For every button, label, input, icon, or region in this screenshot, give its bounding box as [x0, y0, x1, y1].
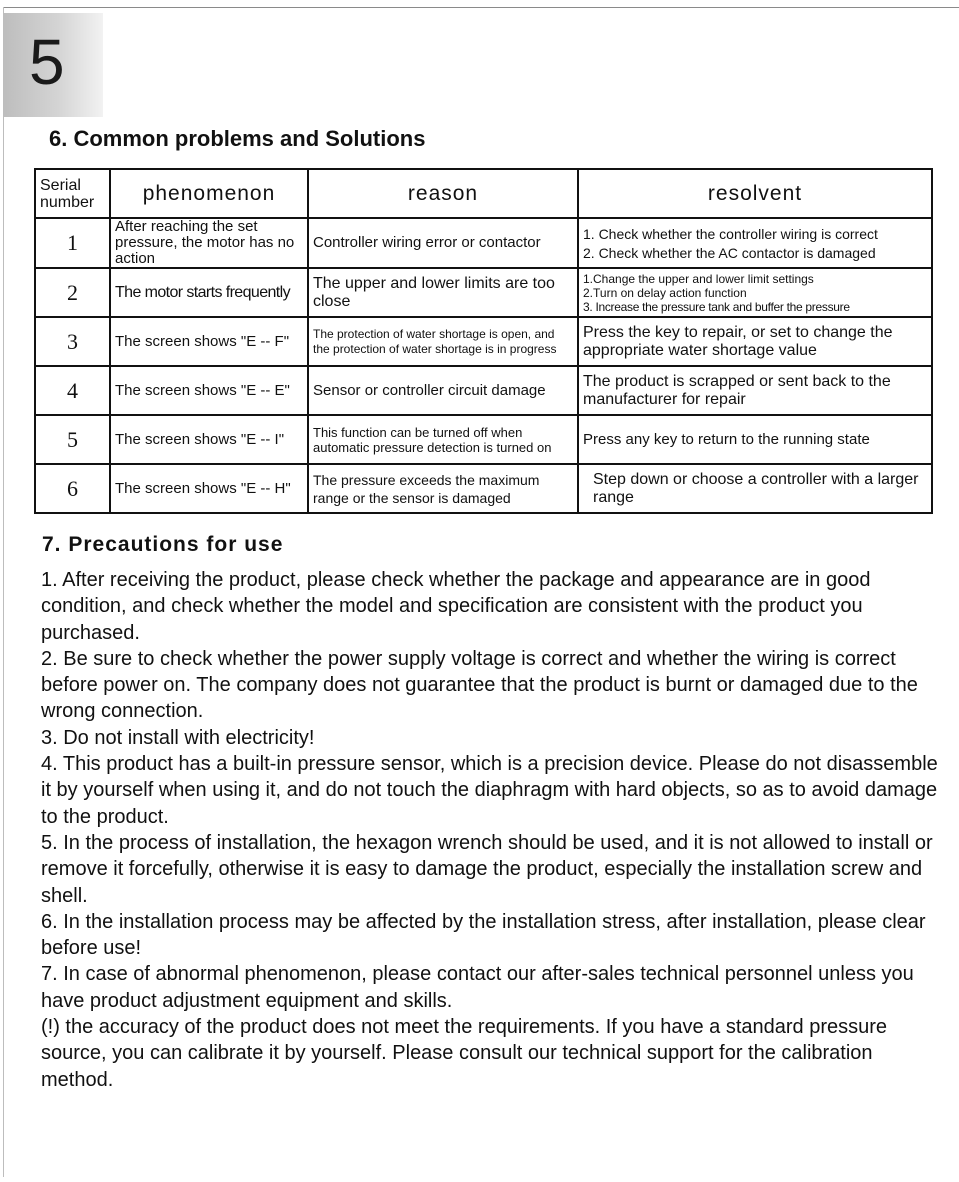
row-serial: 6 — [35, 464, 110, 513]
row-resolvent: Step down or choose a controller with a larger range — [578, 464, 932, 513]
resolvent-line: 1.Change the upper and lower limit settings — [583, 271, 814, 286]
precaution-item: 5. In the process of installation, the hexagon wrench should be used, and it is not allowed to install or remove it forcefully, otherwise it is easy to damage the product, especially the installation screw and shell. — [41, 831, 933, 907]
row-phenomenon: The screen shows "E -- H" — [110, 464, 308, 513]
precaution-item: 4. This product has a built-in pressure sensor, which is a precision device. Please do not disassemble it by yourself when using it, and do not touch the diaphragm with hard objects, so as to avoid damage to the product. — [41, 753, 938, 828]
row-serial: 1 — [35, 218, 110, 268]
resolvent-line: 2. Check whether the AC contactor is damaged — [583, 244, 876, 261]
precaution-item: 6. In the installation process may be affected by the installation stress, after installation, please clear before use! — [41, 910, 926, 960]
precaution-item: 3. Do not install with electricity! — [41, 726, 315, 749]
page-number: 5 — [29, 26, 65, 98]
row-reason: The protection of water shortage is open, and the protection of water shortage is in progress — [308, 317, 578, 366]
table-row — [35, 464, 932, 513]
resolvent-line: 1. Check whether the controller wiring is correct — [583, 225, 878, 242]
row-serial: 5 — [35, 415, 110, 464]
row-reason: This function can be turned off when automatic pressure detection is turned on — [308, 415, 578, 464]
top-rule — [3, 7, 959, 8]
table-row — [35, 268, 932, 317]
precaution-item: 7. In case of abnormal phenomenon, please contact our after-sales technical personnel unless you have product adjustment equipment and skills. — [41, 963, 914, 1012]
precaution-item: 1. After receiving the product, please check whether the package and appearance are in good condition, and check whether the model and specification are consistent with the product you purchased. — [41, 569, 871, 644]
row-resolvent — [578, 218, 932, 268]
row-serial: 3 — [35, 317, 110, 366]
row-phenomenon: The screen shows "E -- I" — [110, 415, 308, 464]
precaution-note: (!) the accuracy of the product does not meet the requirements. If you have a standard pressure source, you can calibrate it by yourself. Please consult our technical support for the calibration method. — [41, 1016, 888, 1091]
header-serial-number: Serial number — [35, 169, 110, 218]
header-phenomenon: phenomenon — [110, 169, 308, 218]
row-phenomenon: The screen shows "E -- F" — [110, 317, 308, 366]
precautions-list — [41, 567, 946, 1093]
table-row — [35, 317, 932, 366]
row-reason: The pressure exceeds the maximum range or the sensor is damaged — [308, 464, 578, 513]
resolvent-line: 2.Turn on delay action function — [583, 285, 747, 300]
row-reason: Controller wiring error or contactor — [308, 218, 578, 268]
precaution-item: 2. Be sure to check whether the power supply voltage is correct and whether the wiring is correct before power on. The company does not guarantee that the product is burnt or damaged due to the wrong connection. — [41, 647, 918, 723]
row-reason: Sensor or controller circuit damage — [308, 366, 578, 415]
row-phenomenon: After reaching the set pressure, the motor has no action — [110, 218, 308, 268]
table-header-row — [35, 169, 932, 218]
row-resolvent: The product is scrapped or sent back to the manufacturer for repair — [578, 366, 932, 415]
row-reason: The upper and lower limits are too close — [308, 268, 578, 317]
header-reason: reason — [308, 169, 578, 218]
section-title-common-problems: 6. Common problems and Solutions — [49, 126, 426, 151]
header-resolvent: resolvent — [578, 169, 932, 218]
table-row — [35, 218, 932, 268]
section-title-precautions: 7. Precautions for use — [42, 533, 284, 556]
row-phenomenon: The motor starts frequently — [110, 268, 308, 317]
table-row — [35, 415, 932, 464]
row-phenomenon: The screen shows "E -- E" — [110, 366, 308, 415]
problems-table — [34, 168, 933, 514]
row-resolvent: Press any key to return to the running state — [578, 415, 932, 464]
left-rule — [3, 7, 4, 1177]
table-row — [35, 366, 932, 415]
row-serial: 2 — [35, 268, 110, 317]
row-serial: 4 — [35, 366, 110, 415]
row-resolvent — [578, 268, 932, 317]
row-resolvent: Press the key to repair, or set to change the appropriate water shortage value — [578, 317, 932, 366]
resolvent-line: 3. Increase the pressure tank and buffer the pressure — [583, 299, 850, 314]
